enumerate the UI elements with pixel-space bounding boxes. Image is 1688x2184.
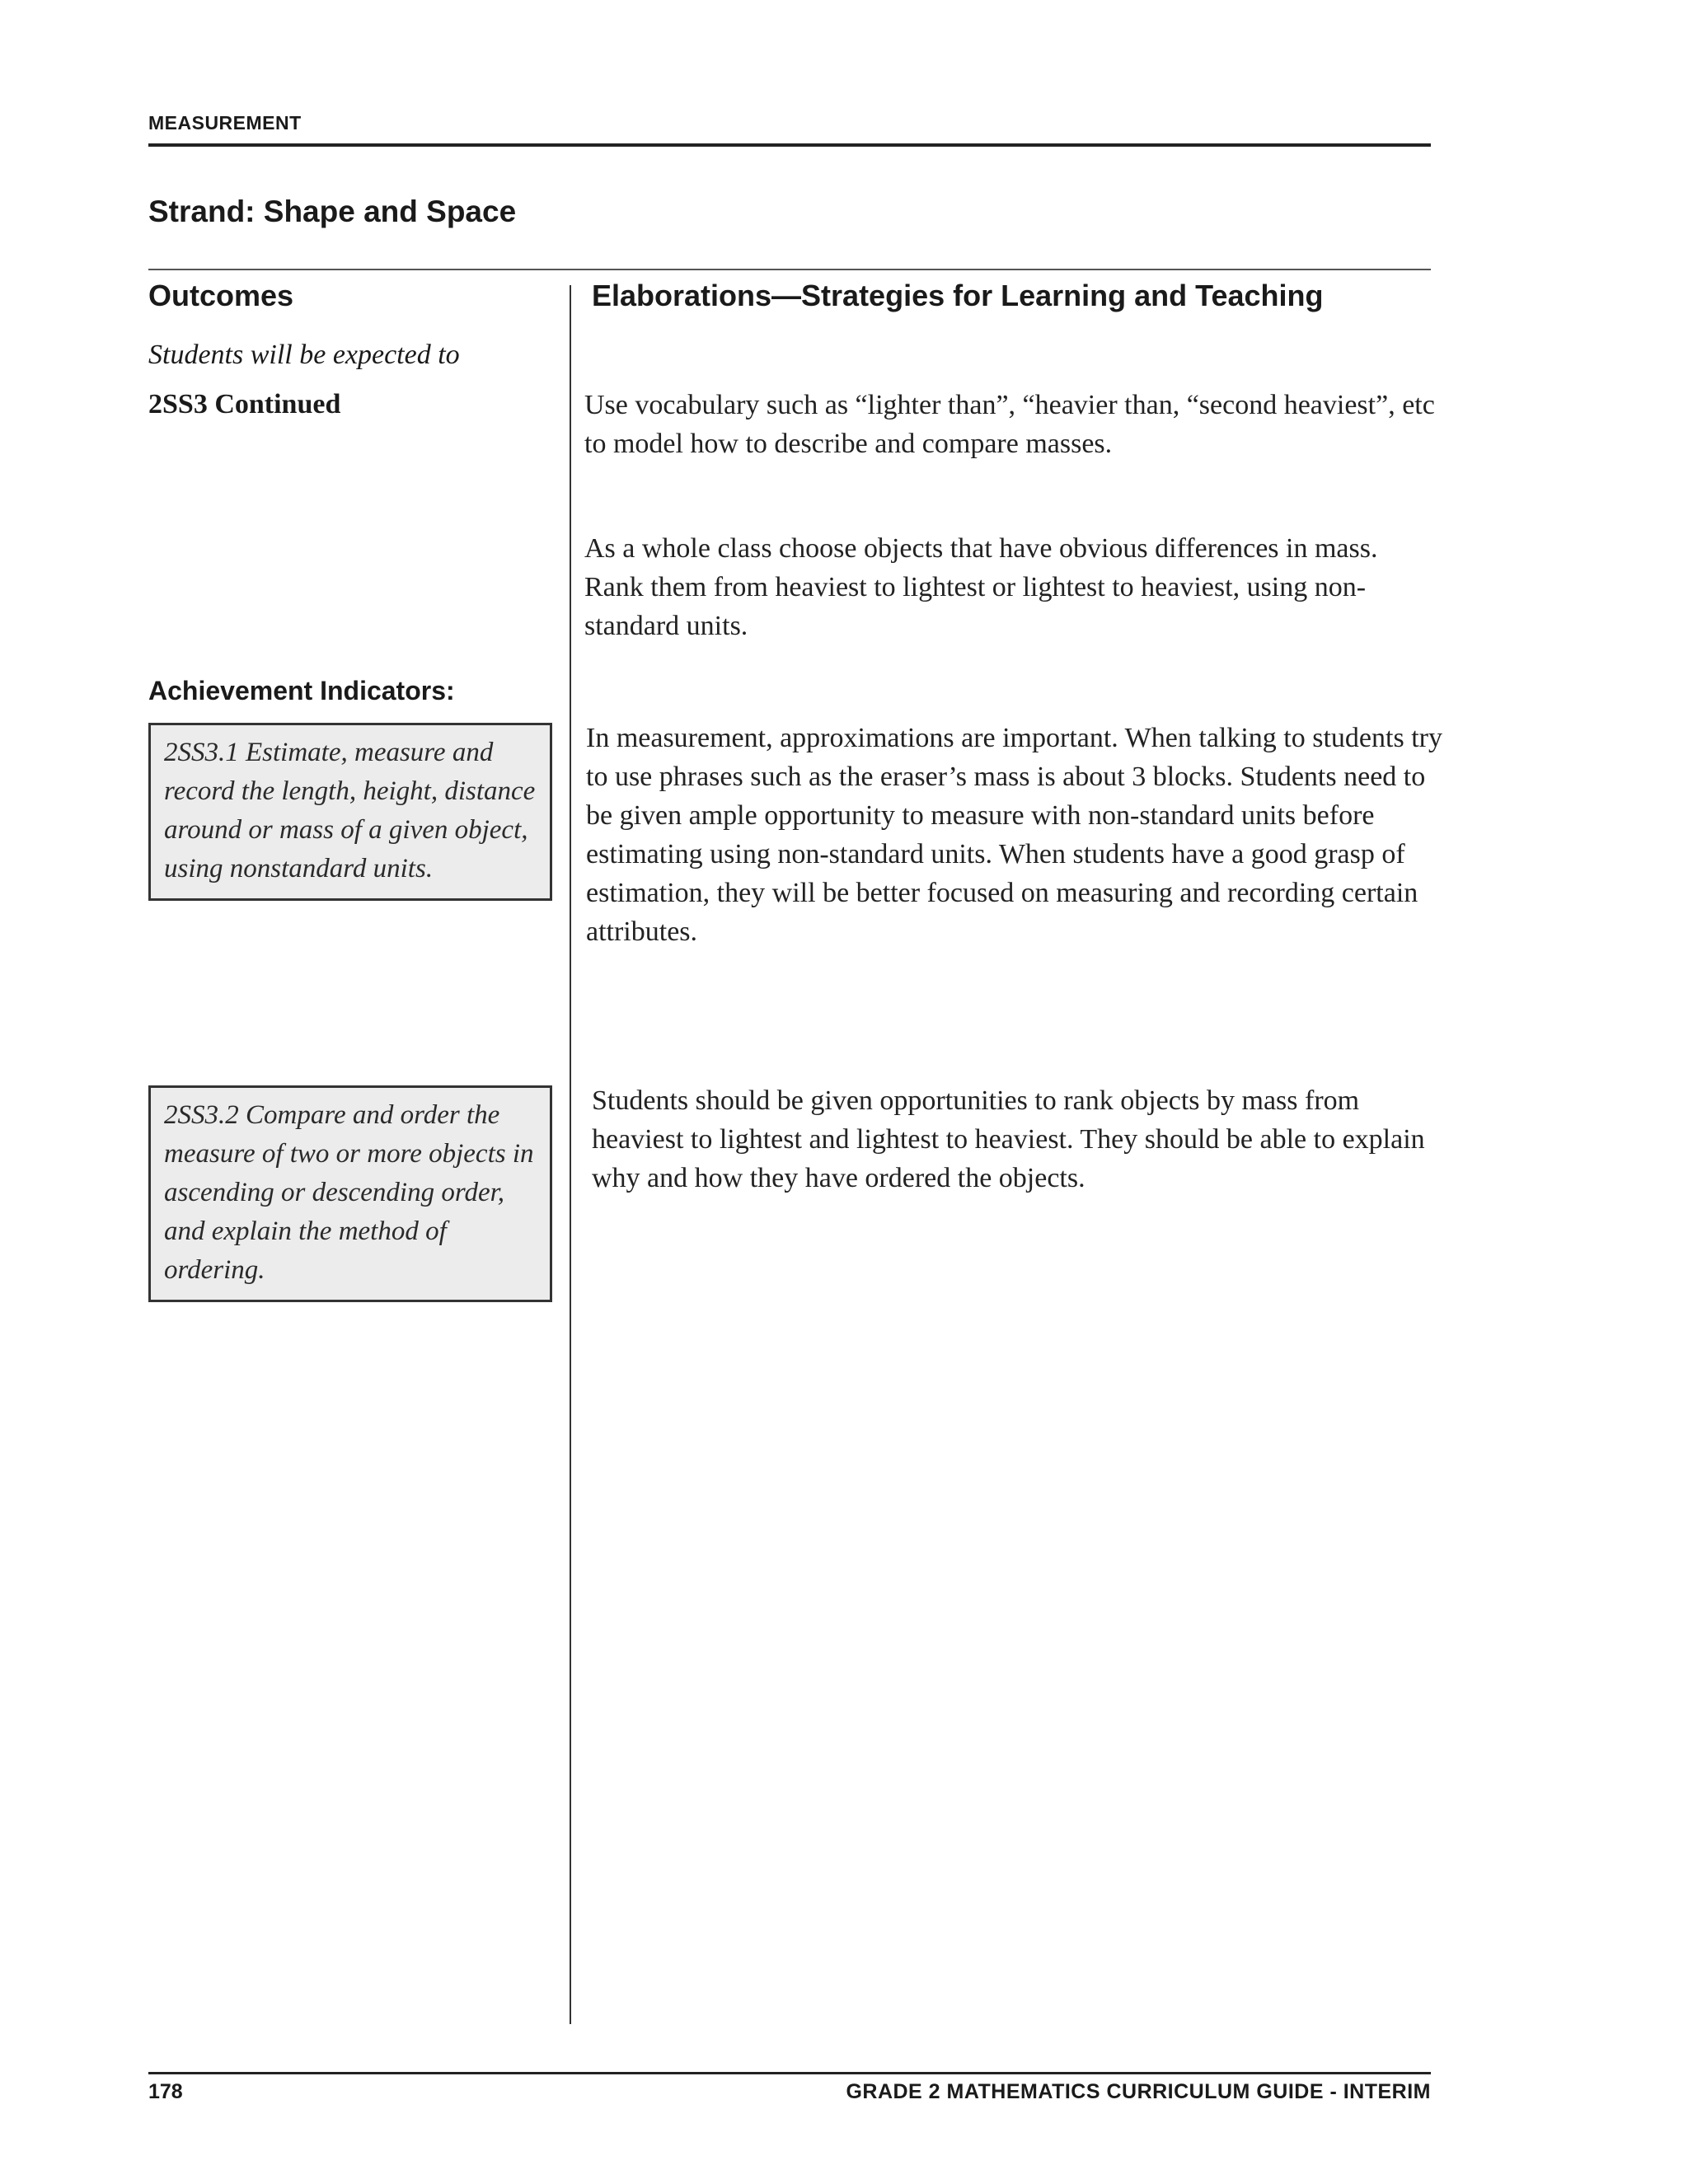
elaborations-heading: Elaborations—Strategies for Learning and Teaching (592, 279, 1324, 312)
elaboration-paragraph: Use vocabulary such as “lighter than”, “heavier than, “second heaviest”, etc to model how to describe and compare masses. (584, 390, 1435, 459)
running-head: MEASUREMENT (148, 112, 302, 134)
achievement-indicator-box: 2SS3.2 Compare and order the measure of two or more objects in ascending or descending order, and explain the method of ordering. (148, 1085, 552, 1302)
outcome-code: 2SS3 Continued (148, 389, 341, 419)
column-divider (570, 285, 571, 2024)
outcomes-heading: Outcomes (148, 279, 294, 312)
page-number: 178 (148, 2080, 183, 2103)
elaboration-paragraph: Students should be given opportunities to rank objects by mass from heaviest to lightest and lightest to heaviest. They should be able to explain why and how they have ordered the objects. (592, 1085, 1425, 1193)
achievement-indicator-box: 2SS3.1 Estimate, measure and record the length, height, distance around or mass of a given object, using nonstandard units. (148, 723, 552, 901)
footer-title: GRADE 2 MATHEMATICS CURRICULUM GUIDE - INTERIM (846, 2080, 1431, 2103)
elaboration-paragraph: As a whole class choose objects that have obvious differences in mass. Rank them from heaviest to lightest or lightest to heaviest, using non-standard units. (584, 533, 1378, 641)
elaboration-paragraph: In measurement, approximations are important. When talking to students try to use phrases such as the eraser’s mass is about 3 blocks. Students need to be given ample opportunity to measure with non-standard units before estimating using non-standard units. When students have a good grasp of estimation, they will be better focused on measuring and recording certain attributes. (586, 723, 1442, 947)
strand-title: Strand: Shape and Space (148, 194, 517, 228)
outcomes-intro: Students will be expected to (148, 340, 460, 370)
achievement-indicators-heading: Achievement Indicators: (148, 676, 455, 705)
section-rule (148, 269, 1431, 270)
top-rule (148, 143, 1431, 147)
bottom-rule (148, 2072, 1431, 2074)
